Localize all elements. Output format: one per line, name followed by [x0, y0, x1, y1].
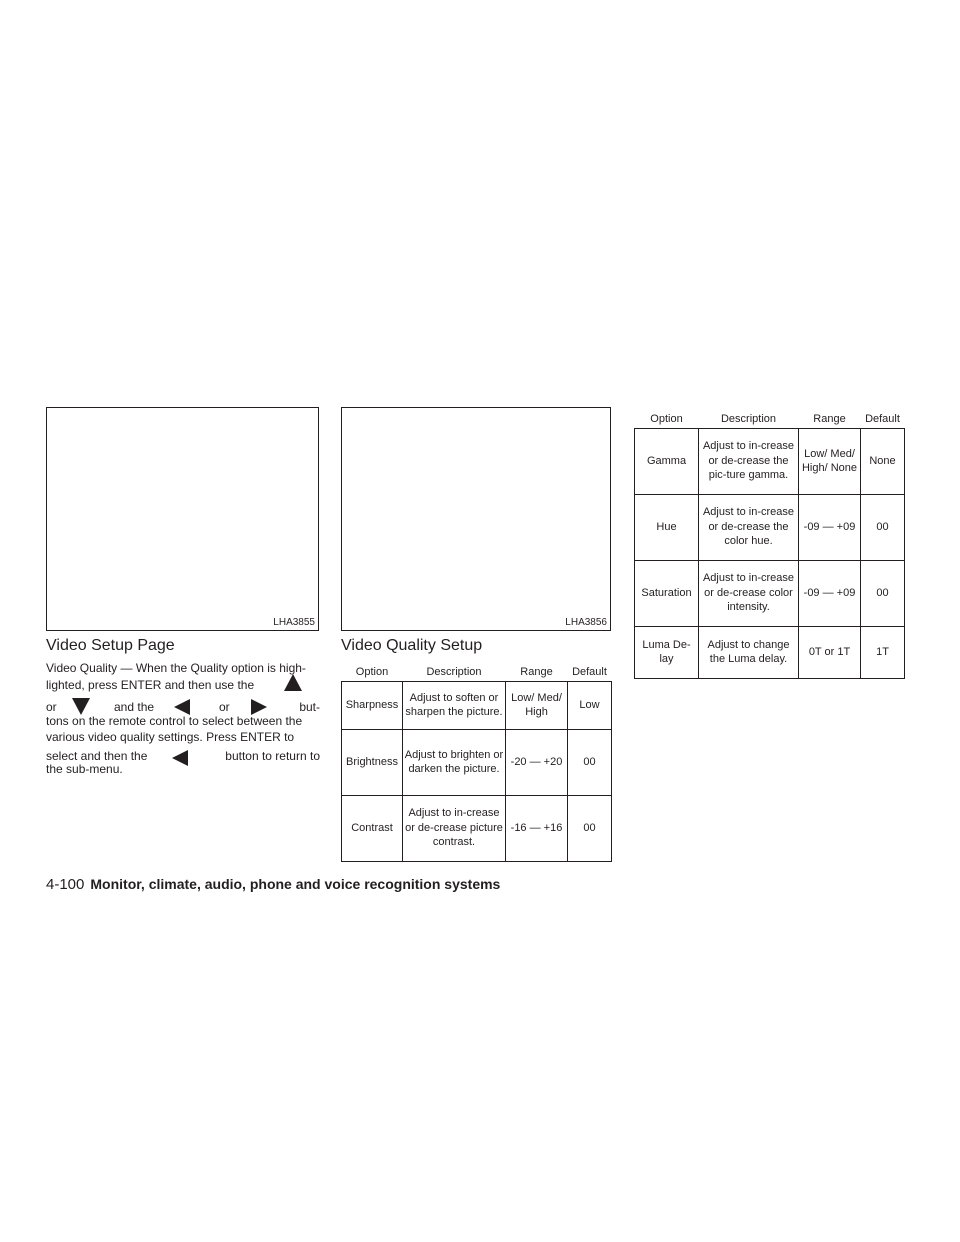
table-row: [342, 795, 612, 861]
figure-label: LHA3855: [273, 617, 315, 628]
cell-default: None: [861, 428, 905, 494]
body-line: the sub-menu.: [46, 762, 123, 776]
body-line: various video quality settings. Press ENTER to: [46, 730, 295, 744]
chapter-title: Monitor, climate, audio, phone and voice recognition systems: [90, 876, 501, 892]
video-quality-table-2: [634, 409, 905, 679]
figure-lha3855: [46, 407, 319, 631]
body-line-text: lighted, press ENTER and then use the: [46, 677, 255, 692]
page-footer: [46, 876, 500, 893]
table-header-row: [342, 662, 612, 681]
column-header: Option: [635, 409, 699, 428]
cell-default: 00: [861, 560, 905, 626]
figure-lha3856: [341, 407, 611, 631]
column-header: Description: [403, 662, 506, 681]
cell-option: Luma De-lay: [635, 626, 699, 678]
table-row: [635, 626, 905, 678]
video-setup-body: [46, 660, 320, 778]
body-word: select and then the: [46, 748, 148, 763]
cell-option: Saturation: [635, 560, 699, 626]
cell-range: 0T or 1T: [799, 626, 861, 678]
column-header: Default: [861, 409, 905, 428]
cell-description: Adjust to brighten or darken the picture.: [403, 729, 506, 795]
cell-default: Low: [568, 681, 612, 729]
cell-description: Adjust to in-crease or de-crease picture contrast.: [403, 795, 506, 861]
cell-default: 1T: [861, 626, 905, 678]
cell-range: Low/ Med/ High: [506, 681, 568, 729]
section-heading-video-setup-page: Video Setup Page: [46, 637, 175, 654]
body-word: and the: [114, 700, 155, 714]
cell-range: -09 — +09: [799, 494, 861, 560]
cell-range: Low/ Med/ High/ None: [799, 428, 861, 494]
table-row: [635, 428, 905, 494]
table-header-row: [635, 409, 905, 428]
body-line: [46, 677, 320, 694]
column-header: Default: [568, 662, 612, 681]
cell-range: -16 — +16: [506, 795, 568, 861]
body-word: or: [46, 700, 57, 714]
body-line: Video Quality — When the Quality option is high-: [46, 661, 306, 675]
cell-option: Brightness: [342, 729, 403, 795]
cell-description: Adjust to change the Luma delay.: [699, 626, 799, 678]
cell-default: 00: [861, 494, 905, 560]
cell-description: Adjust to soften or sharpen the picture.: [403, 681, 506, 729]
cell-option: Hue: [635, 494, 699, 560]
column-header: Range: [799, 409, 861, 428]
section-heading-video-quality-setup: Video Quality Setup: [341, 637, 483, 654]
video-quality-table-1: [341, 662, 612, 862]
up-arrow-icon: [284, 674, 302, 691]
cell-range: -20 — +20: [506, 729, 568, 795]
column-header: Description: [699, 409, 799, 428]
body-line: tons on the remote control to select between the: [46, 713, 303, 728]
body-word: button to return to: [225, 748, 320, 763]
body-word: or: [219, 700, 230, 714]
body-word: but-: [299, 700, 320, 714]
page-number: 4-100: [46, 876, 85, 893]
column-header: Range: [506, 662, 568, 681]
figure-label: LHA3856: [565, 617, 607, 628]
table-row: [635, 560, 905, 626]
cell-option: Contrast: [342, 795, 403, 861]
cell-range: -09 — +09: [799, 560, 861, 626]
cell-description: Adjust to in-crease or de-crease the color hue.: [699, 494, 799, 560]
cell-description: Adjust to in-crease or de-crease the pic-ture gamma.: [699, 428, 799, 494]
cell-option: Sharpness: [342, 681, 403, 729]
table-row: [342, 729, 612, 795]
column-header: Option: [342, 662, 403, 681]
cell-option: Gamma: [635, 428, 699, 494]
cell-default: 00: [568, 795, 612, 861]
cell-description: Adjust to in-crease or de-crease color intensity.: [699, 560, 799, 626]
table-row: [342, 681, 612, 729]
cell-default: 00: [568, 729, 612, 795]
table-row: [635, 494, 905, 560]
